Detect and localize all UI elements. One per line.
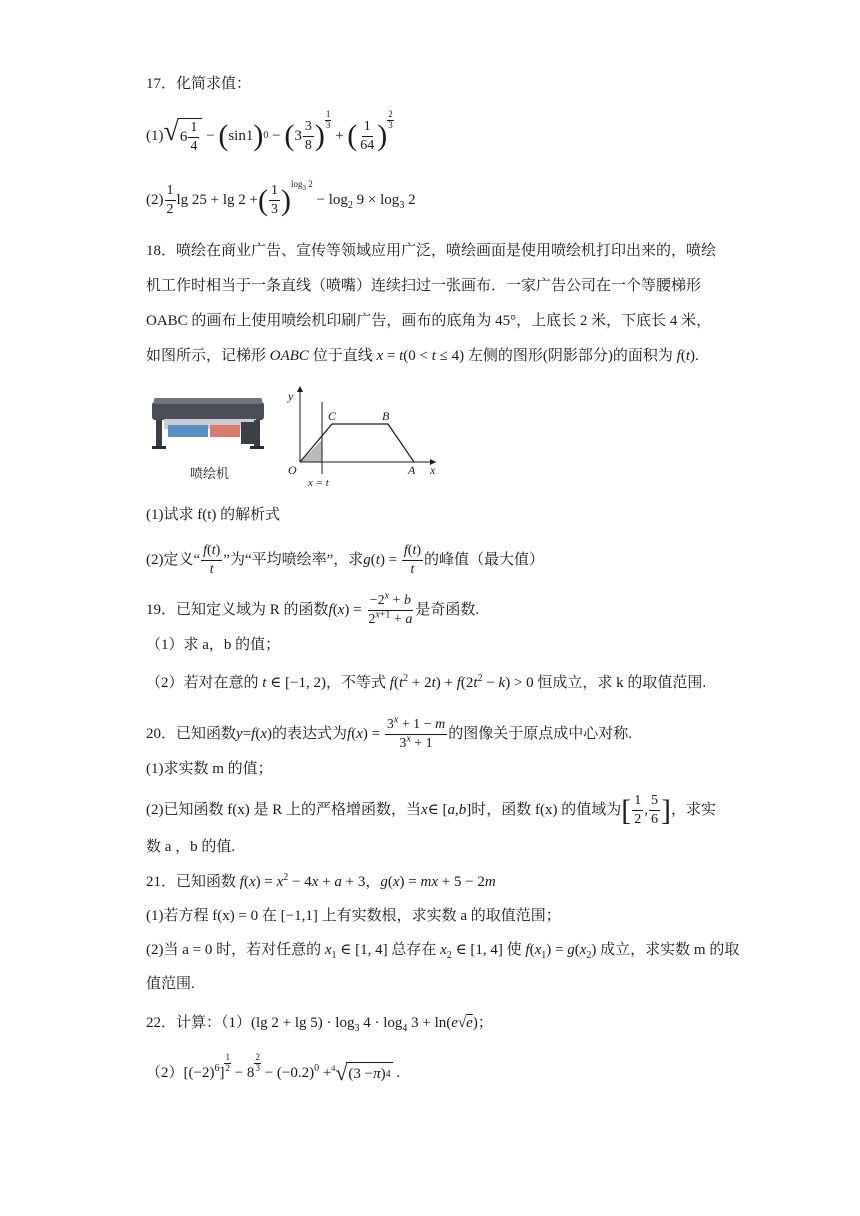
line-xt-label: x = t: [308, 477, 329, 489]
q21-part1: (1)若方程 f(x) = 0 在 [−1,1] 上有实数根，求实数 a 的取值范围；: [146, 908, 561, 924]
q20-part1: (1)求实数 m 的值；: [146, 761, 273, 777]
q18-line3: OABC 的画布上使用喷绘机印刷广告，画布的底角为 45°，上底长 2 米，下底长 4 米，: [146, 313, 712, 329]
q22-part2: （2） $[(-2)^6]$ $\frac{1}{2}$ − 8 $\frac{2}{3}$ − $(-0.2)^0$ + $^4$ √ (3 − π ) 4 .: [146, 1051, 401, 1085]
q21-part2-cont: 值范围.: [146, 976, 195, 992]
q20-line1: 20．已知函数 y = f ( x ) 的表达式为 f ( x ) = $\frac{3^x + 1 - m}{3^x + 1}$ 的图像关于原点成中心对称.: [146, 714, 632, 751]
photo-caption: 喷绘机: [190, 466, 230, 481]
q19-part2: （2）若对在意的 t ∈ [−1, 2)，不等式 $f(t^2 + 2t) + f(2t^2 - k) > 0$ 恒成立，求 k 的取值范围.: [146, 673, 707, 691]
axis-x-label: x: [430, 463, 436, 477]
q20-part2-cont: 数 a ，b 的值.: [146, 839, 236, 855]
printer-photo: [146, 392, 272, 454]
point-O-label: O: [288, 463, 297, 477]
axis-y-label: y: [288, 389, 294, 403]
trapezoid-graph: [276, 382, 444, 492]
q18-line4: 如图所示，记梯形 OABC 位于直线 x = t(0 < t ≤ 4) 左侧的图形(阴影部分)的面积为 f(t).: [146, 348, 699, 364]
point-B-label: B: [382, 409, 390, 423]
q18-part1: (1)试求 f(t) 的解析式: [146, 507, 281, 523]
q18-line1: 18．喷绘在商业广告、宣传等领域应用广泛，喷绘画面是使用喷绘机打印出来的，喷绘: [146, 243, 717, 259]
q17-part2: (2) $\frac{1}{2}$ lg 25 + lg 2 + ( $\frac{1}{3}$ ) $\log_3 2$ − $\log_2 9 \times \log_3 2$: [146, 179, 416, 217]
q17-title: 17．化简求值：: [146, 76, 252, 92]
q21-part2: (2)当 a = 0 时，若对任意的 $x_1$ ∈ [1, 4] 总存在 $x_2$ ∈ [1, 4] 使 $f(x_1) = g(x_2)$ 成立，求实数 m 的取: [146, 942, 740, 961]
point-A-label: A: [408, 463, 416, 477]
point-C-label: C: [328, 409, 337, 423]
q19-part1: （1）求 a，b 的值；: [146, 637, 281, 653]
q19-line1: 19．已知定义域为 R 的函数 f ( x ) = $\frac{-2^x + b}{2^{x+1} + a}$ 是奇函数.: [146, 590, 480, 627]
q18-line2: 机工作时相当于一条直线（喷嘴）连续扫过一张画布．一家广告公司在一个等腰梯形: [146, 278, 702, 294]
q21-line1: 21．已知函数 $f(x) = x^2 - 4x + a + 3$，g(x) = mx + 5 − 2m: [146, 872, 496, 890]
q22-line1: 22．计算：（1）(lg $2 + \lg 5) \cdot \log_3 4 \cdot \log_4 3 + \ln(e√e)$；: [146, 1015, 493, 1034]
q18-part2: (2)定义“ $\frac{f(t)}{t}$ ”为“平均喷绘率”，求 g ( t ) = $\frac{f(t)}{t}$ 的峰值（最大值）: [146, 543, 545, 577]
q20-part2: (2)已知函数 f(x) 是 R 上的严格增函数，当 x ∈ [ a , b ] 时，函数 f(x) 的值域为 [ $\frac{1}{2}$ , $\frac{5}{6}$ ] ，求实: [146, 793, 717, 827]
q17-part1-label: (1): [146, 127, 164, 144]
q17-part1: (1) √ 6 $\frac{1}{4}$ − ( sin1 ) 0 − ( 3 $\frac{3}{8}$ ) $\frac{1}{3}$ + ( $\frac{1}{64}$ ) $\frac{2}{3}$: [146, 108, 393, 154]
q17-part2-label: (2): [146, 192, 164, 208]
